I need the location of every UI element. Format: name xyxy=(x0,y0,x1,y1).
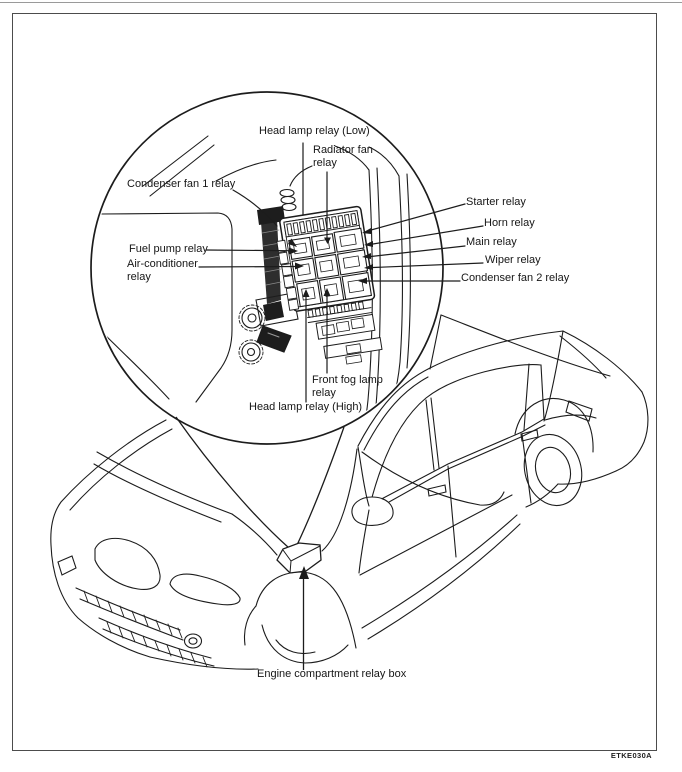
label-starter-relay: Starter relay xyxy=(466,196,526,208)
hose-curve xyxy=(290,166,312,186)
rear-bumper xyxy=(558,471,616,484)
fender-crease xyxy=(97,452,232,514)
c-pillar xyxy=(544,331,563,421)
label-wiper-relay: Wiper relay xyxy=(485,254,541,266)
funnel-right-line xyxy=(297,427,344,545)
quarter-window-divider xyxy=(524,364,529,430)
fog-lamp-inner xyxy=(189,638,197,644)
label-radiator-fan-relay: Radiator fan relay xyxy=(313,144,373,169)
rocker-line-lower xyxy=(368,524,520,639)
bolt-1-center xyxy=(248,314,256,322)
leader-fuel-pump xyxy=(206,250,289,251)
label-horn-relay: Horn relay xyxy=(484,217,535,229)
figure-code: ETKE030A xyxy=(610,751,652,760)
cowl-line-right xyxy=(322,449,357,551)
hood-edge-inner xyxy=(70,429,172,510)
leader-starter xyxy=(371,204,465,230)
front-wheel-tire xyxy=(262,625,348,663)
relay-box-hexagon xyxy=(277,543,321,573)
windshield-header xyxy=(430,315,441,369)
door-gap-rear xyxy=(522,434,531,503)
relay-box-on-car xyxy=(277,543,321,573)
bolt-2-center xyxy=(248,349,255,356)
wheelhouse-arc xyxy=(95,325,169,399)
leader-wiper xyxy=(373,263,483,268)
label-air-conditioner-relay: Air-conditioner relay xyxy=(127,258,198,283)
front-wheel-rim xyxy=(276,640,315,654)
far-roof-rail xyxy=(441,315,610,376)
car-illustration xyxy=(51,315,648,669)
hood-edge xyxy=(51,420,166,545)
rear-valance xyxy=(526,484,558,507)
label-head-lamp-relay-low: Head lamp relay (Low) xyxy=(259,125,370,137)
belt-line-lower xyxy=(373,425,545,511)
taillight xyxy=(566,401,592,421)
boot-rib-2 xyxy=(281,197,295,204)
label-main-relay: Main relay xyxy=(466,236,517,248)
boot-rib-1 xyxy=(280,190,294,197)
mirror xyxy=(352,497,393,525)
trunk-deck xyxy=(563,331,642,392)
label-condenser-fan-1-relay: Condenser fan 1 relay xyxy=(127,178,236,190)
cowl-line-left xyxy=(232,514,277,555)
rear-wheel-arch xyxy=(515,398,593,452)
door-gap-middle xyxy=(448,466,456,557)
rear-face xyxy=(616,392,648,471)
side-window-band xyxy=(370,365,544,505)
leader-air-conditioner xyxy=(199,267,295,268)
leader-main xyxy=(371,246,465,257)
headlight-right xyxy=(170,574,240,605)
label-condenser-fan-2-relay: Condenser fan 2 relay xyxy=(461,272,570,284)
b-pillar xyxy=(426,398,439,470)
label-front-fog-lamp-relay: Front fog lamp relay xyxy=(312,374,383,399)
boot-rib-3 xyxy=(282,204,296,211)
rear-quarter-belt xyxy=(545,415,596,420)
pillar-curve-3 xyxy=(388,176,403,414)
label-head-lamp-relay-high: Head lamp relay (High) xyxy=(249,401,363,413)
headlight-left xyxy=(95,538,160,589)
front-arch-front-edge xyxy=(244,606,256,645)
label-fuel-pump-relay: Fuel pump relay xyxy=(129,243,208,255)
pointer-arrow xyxy=(299,566,309,670)
front-wheel-arch xyxy=(256,572,356,648)
pillar-curve-4 xyxy=(407,174,410,368)
fog-lamp xyxy=(185,634,202,648)
bolt-flange-2 xyxy=(239,340,263,364)
bolt-flange-1 xyxy=(239,305,265,331)
funnel-left-line xyxy=(176,417,289,548)
grille-band-1 xyxy=(76,588,183,640)
side-marker-lamp xyxy=(58,556,76,575)
inner-fender-outline xyxy=(100,213,232,402)
bolt-2 xyxy=(242,343,260,361)
lower-bracket-dark xyxy=(263,301,284,321)
fender-crease-inner xyxy=(94,464,221,522)
label-engine-compartment-relay-box: Engine compartment relay box xyxy=(257,668,407,680)
lower-tray xyxy=(316,314,383,368)
pillar-curve-2 xyxy=(376,168,380,406)
rocker-line xyxy=(362,515,517,628)
